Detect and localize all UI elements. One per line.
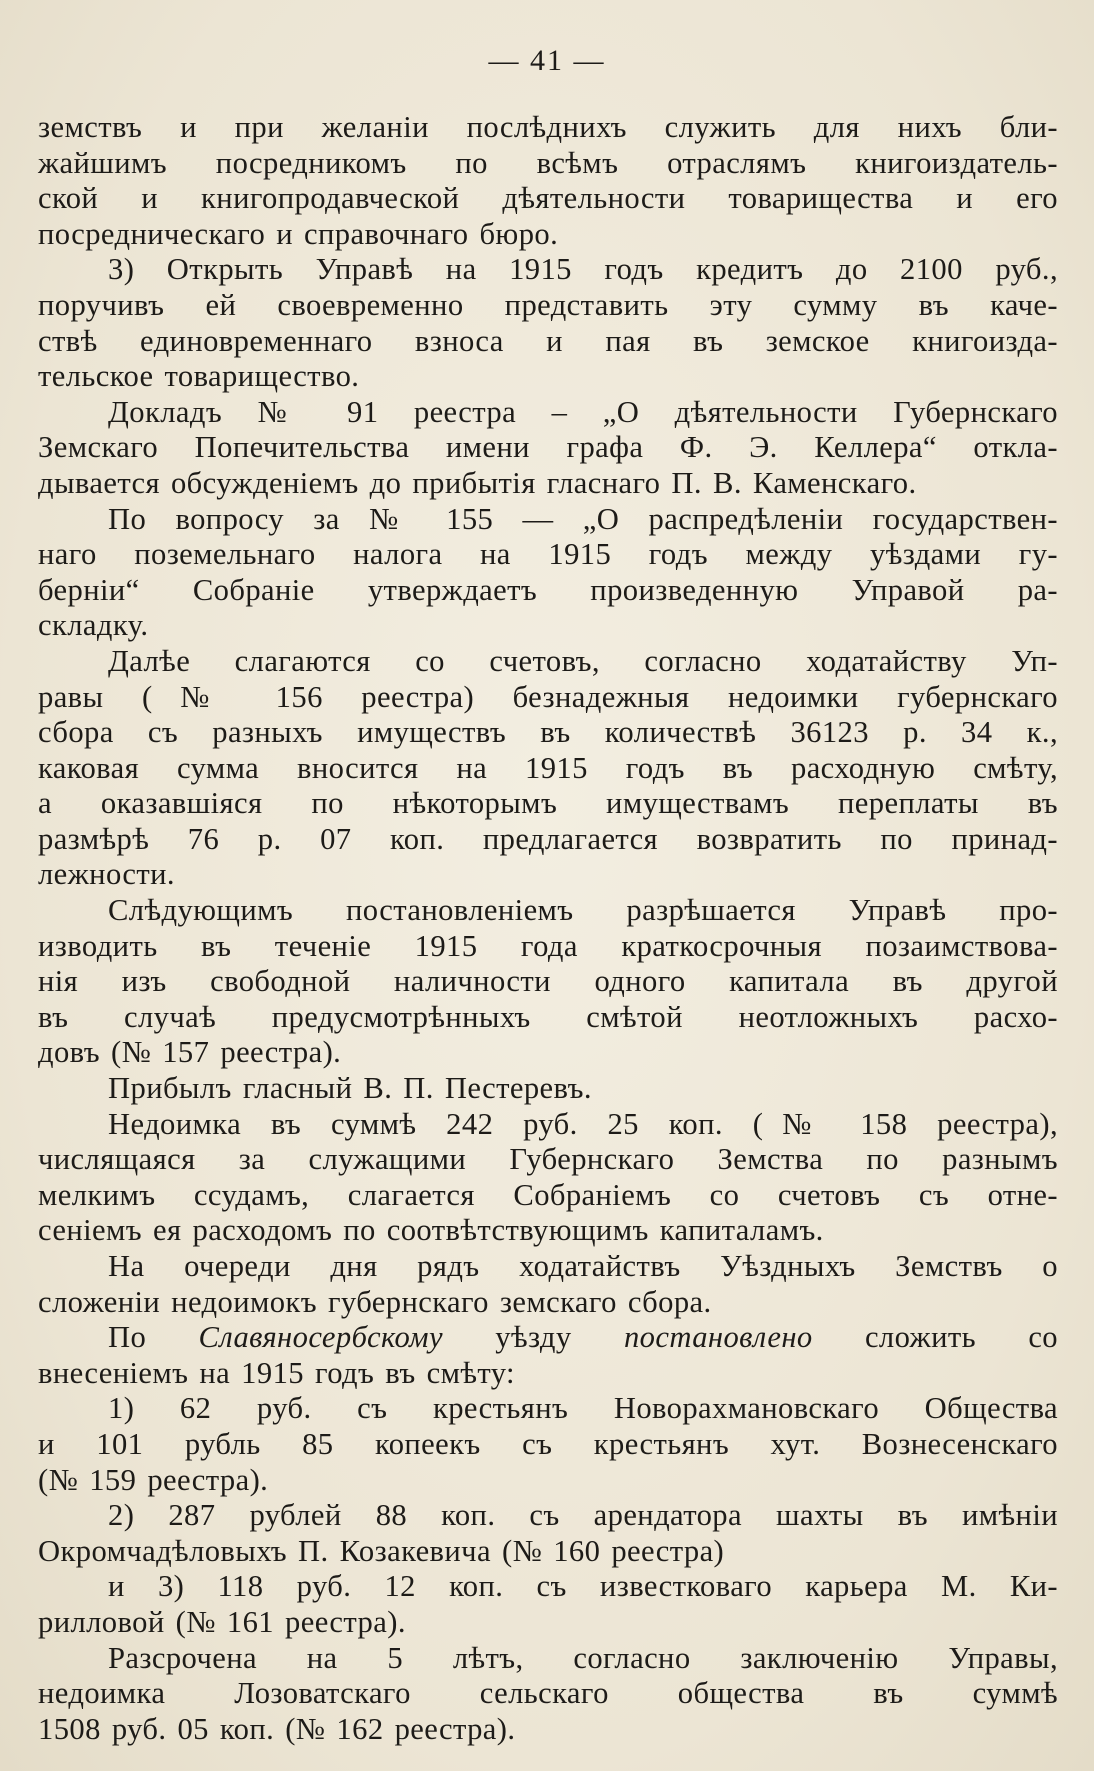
text-line (38, 929, 1058, 965)
line-text: довъ (№ 157 реестра). (38, 1035, 342, 1070)
paragraph (38, 1641, 1058, 1748)
line-text: 1) 62 руб. съ крестьянъ Новорахмановскаго Общества (108, 1391, 1058, 1426)
paragraph (38, 502, 1058, 644)
line-text: наго поземельнаго налога на 1915 годъ между уѣздами гу- (38, 537, 1058, 572)
line-text: Недоимка въ суммѣ 242 руб. 25 коп. (№ 158 реестра), (108, 1106, 1058, 1141)
paragraph (38, 395, 1058, 502)
line-text: Окромчадѣловыхъ П. Козакевича (№ 160 реестра) (38, 1533, 725, 1568)
text-line (38, 217, 1058, 253)
line-text: бернiи“ Собранiе утверждаетъ произведенную Управой ра- (38, 572, 1058, 607)
text-line (38, 1107, 1058, 1143)
paragraph (38, 1391, 1058, 1498)
line-text: Далѣе слагаются со счетовъ, согласно ходатайству Уп- (108, 643, 1058, 678)
text-line (38, 1000, 1058, 1036)
line-text: складку. (38, 608, 149, 643)
paragraph (38, 893, 1058, 1071)
line-text: размѣрѣ 76 р. 07 коп. предлагается возвратить по принад- (38, 821, 1058, 856)
text-line (38, 786, 1058, 822)
text-line (38, 146, 1058, 182)
line-text: мелкимъ ссудамъ, слагается Собранiемъ со счетовъ съ отне- (38, 1177, 1058, 1212)
line-text: и 101 рубль 85 копеекъ съ крестьянъ хут. Вознесенскаго (38, 1426, 1058, 1461)
paragraph (38, 1249, 1058, 1320)
text-line (38, 181, 1058, 217)
text-line (38, 608, 1058, 644)
text-line (38, 1569, 1058, 1605)
line-text: Земскаго Попечительства имени графа Ф. Э. Келлера“ откла- (38, 430, 1058, 465)
italic-text: постановлено (623, 1320, 813, 1355)
paragraph (38, 1320, 1058, 1391)
text-line (38, 430, 1058, 466)
line-text: изводить въ теченiе 1915 года краткосрочныя позаимствова- (38, 928, 1058, 963)
text-line (38, 680, 1058, 716)
line-text: сложенiи недоимокъ губернскаго земскаго сбора. (38, 1284, 712, 1319)
text-line (38, 502, 1058, 538)
line-text: Слѣдующимъ постановленiемъ разрѣшается Управѣ про- (108, 893, 1058, 928)
line-text: поручивъ ей своевременно представить эту сумму въ каче- (38, 287, 1058, 322)
line-text: ской и книгопродавческой дѣятельности товарищества и его (38, 181, 1058, 216)
text-line (38, 1498, 1058, 1534)
text-line (38, 893, 1058, 929)
text-line (38, 1534, 1058, 1570)
line-text: тельское товарищество. (38, 359, 360, 394)
paragraph (38, 1569, 1058, 1640)
text-line (38, 359, 1058, 395)
line-text: 2) 287 рублей 88 коп. съ арендатора шахты въ имѣнiи (108, 1498, 1058, 1533)
line-text: Прибылъ гласный В. П. Пестеревъ. (108, 1071, 592, 1106)
body-text (38, 110, 1058, 1747)
line-text: внесенiемъ на 1915 годъ въ смѣту: (38, 1355, 515, 1390)
text-line (38, 1712, 1058, 1748)
text-line (38, 395, 1058, 431)
page-number: — 41 — (488, 44, 606, 77)
text-line (38, 1641, 1058, 1677)
line-text: Разсрочена на 5 лѣтъ, согласно заключенiю Управы, (108, 1640, 1058, 1675)
text-line (38, 822, 1058, 858)
text-line (38, 1605, 1058, 1641)
paragraph (38, 644, 1058, 893)
text-line (38, 751, 1058, 787)
text-line (38, 1249, 1058, 1285)
text-line (38, 1676, 1058, 1712)
paragraph (38, 110, 1058, 252)
line-text: каковая сумма вносится на 1915 годъ въ расходную смѣту, (38, 750, 1058, 785)
line-text: земствъ и при желанiи послѣднихъ служить для нихъ бли- (38, 110, 1058, 144)
paragraph (38, 1071, 1058, 1107)
line-text: недоимка Лозоватскаго сельскаго общества въ суммѣ (38, 1676, 1058, 1711)
line-text: сбора съ разныхъ имуществъ въ количествѣ 36123 р. 34 к., (38, 715, 1058, 750)
text-line (38, 537, 1058, 573)
line-text: посредническаго и справочнаго бюро. (38, 216, 559, 251)
line-text: По (108, 1320, 199, 1355)
text-line (38, 573, 1058, 609)
line-text: рилловой (№ 161 реестра). (38, 1604, 406, 1639)
line-text: сенiемъ ея расходомъ по соотвѣтствующимъ капиталамъ. (38, 1213, 824, 1248)
text-line (38, 1463, 1058, 1499)
line-text: ствѣ единовременнаго взноса и пая въ земское книгоизда- (38, 323, 1058, 358)
paragraph (38, 1498, 1058, 1569)
line-text: На очереди дня рядъ ходатайствъ Уѣздныхъ Земствъ о (108, 1249, 1058, 1283)
text-line (38, 1356, 1058, 1392)
text-line (38, 110, 1058, 146)
text-line (38, 466, 1058, 502)
line-text: равы (№ 156 реестра) безнадежныя недоимки губернскаго (38, 679, 1058, 714)
italic-text: Славяносербскому (198, 1320, 443, 1355)
line-text: и 3) 118 руб. 12 коп. съ известковаго карьера М. Ки- (108, 1569, 1058, 1604)
paragraph (38, 252, 1058, 394)
line-text: Докладъ № 91 реестра – „О дѣятельности Губернскаго (108, 394, 1058, 429)
line-text: сложить со (812, 1320, 1058, 1355)
text-line (38, 1071, 1058, 1107)
line-text: лежности. (38, 857, 175, 892)
text-line (38, 252, 1058, 288)
text-line (38, 715, 1058, 751)
line-text: (№ 159 реестра). (38, 1462, 269, 1497)
line-text: дывается обсужденiемъ до прибытiя гласнаго П. В. Каменскаго. (38, 465, 917, 500)
line-text: а оказавшiяся по нѣкоторымъ имуществамъ переплаты въ (38, 786, 1058, 821)
text-line (38, 1320, 1058, 1356)
line-text: нiя изъ свободной наличности одного капитала въ другой (38, 964, 1058, 999)
text-line (38, 964, 1058, 1000)
text-line (38, 1142, 1058, 1178)
line-text: 1508 руб. 05 коп. (№ 162 реестра). (38, 1711, 516, 1746)
text-line (38, 1285, 1058, 1321)
text-line (38, 1178, 1058, 1214)
paragraph (38, 1107, 1058, 1249)
line-text: 3) Открыть Управѣ на 1915 годъ кредитъ до 2100 руб., (108, 252, 1058, 287)
text-line (38, 1427, 1058, 1463)
text-line (38, 1035, 1058, 1071)
text-line (38, 324, 1058, 360)
line-text: числящаяся за служащими Губернскаго Земства по разнымъ (38, 1142, 1058, 1177)
text-line (38, 288, 1058, 324)
text-line (38, 1213, 1058, 1249)
text-line (38, 644, 1058, 680)
line-text: въ случаѣ предусмотрѣнныхъ смѣтой неотложныхъ расхо- (38, 999, 1058, 1034)
line-text: жайшимъ посредникомъ по всѣмъ отраслямъ книгоиздатель- (38, 145, 1058, 180)
text-line (38, 1391, 1058, 1427)
text-line (38, 857, 1058, 893)
line-text: По вопросу за № 155 — „О распредѣленiи государствен- (108, 501, 1058, 536)
line-text: уѣзду (442, 1320, 624, 1355)
